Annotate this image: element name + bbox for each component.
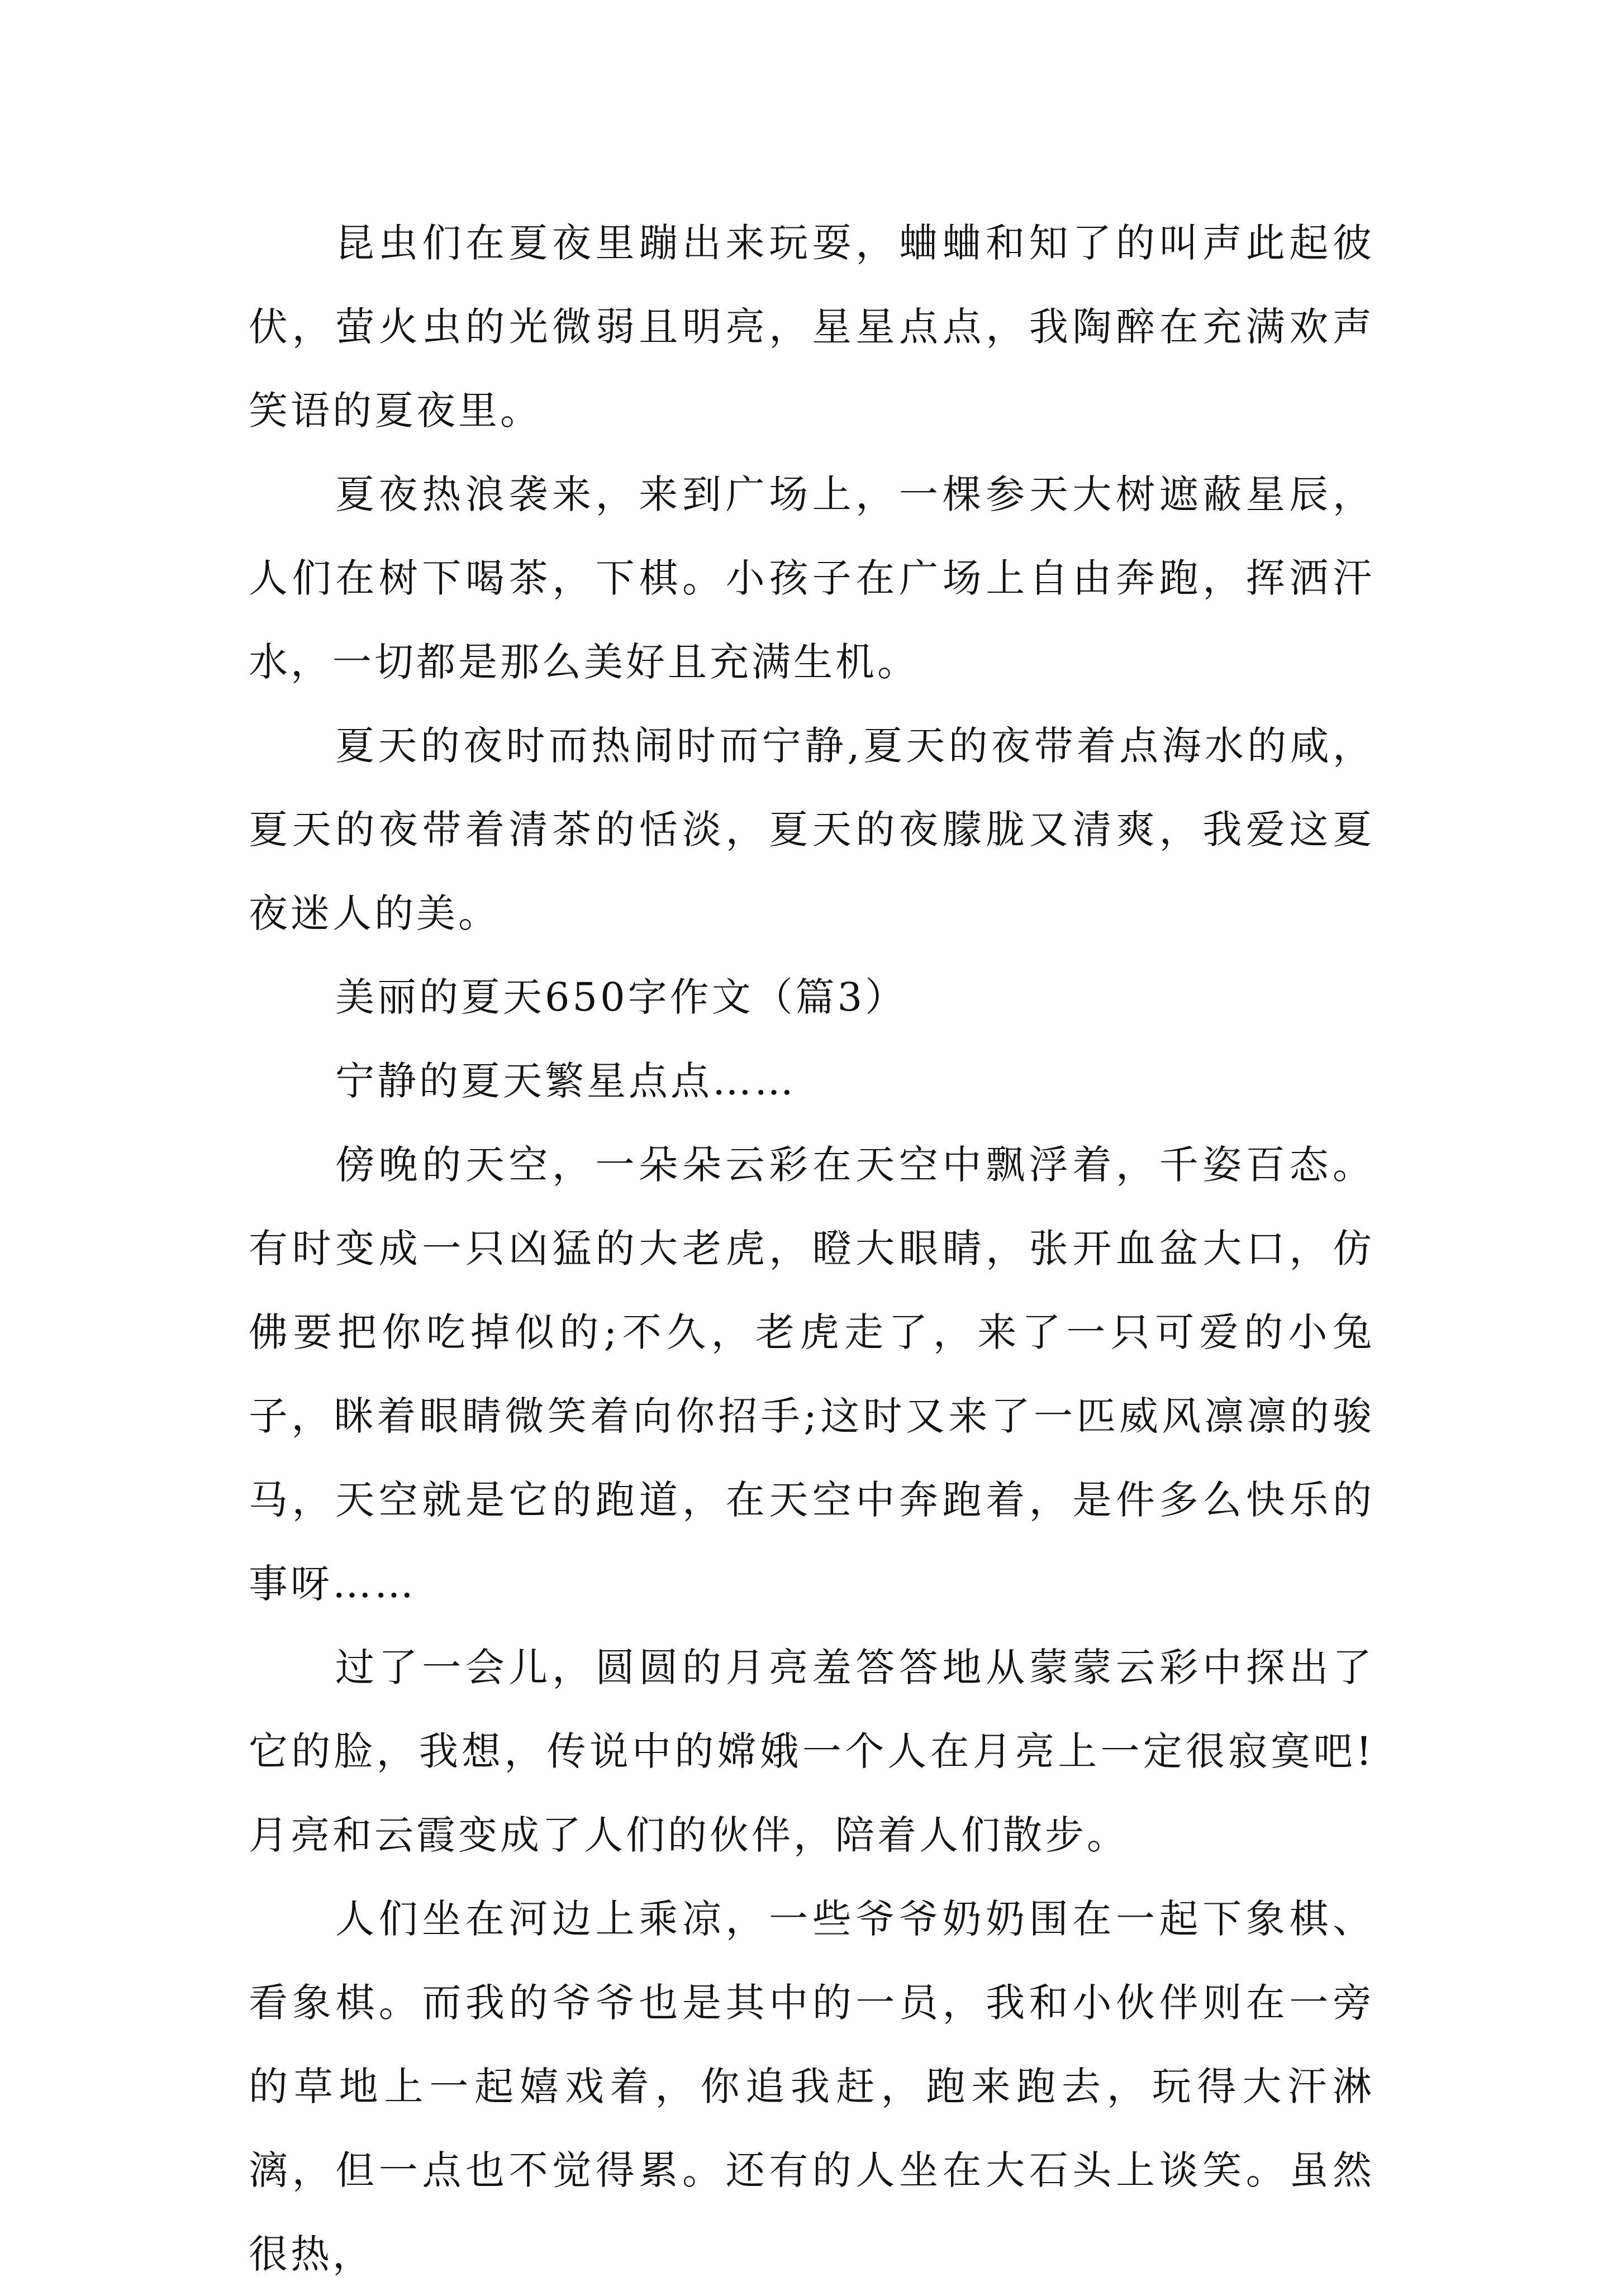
paragraph-6: 人们坐在河边上乘凉，一些爷爷奶奶围在一起下象棋、看象棋。而我的爷爷也是其中的一员，我和小伙伴则在一旁的草地上一起嬉戏着，你追我赶，跑来跑去，玩得大汗淋漓，但一点也不觉得累。还有的人坐在大石头上谈笑。虽然很热， [249, 1896, 1375, 2277]
paragraph-5: 过了一会儿，圆圆的月亮羞答答地从蒙蒙云彩中探出了它的脸，我想，传说中的嫦娥一个人在月亮上一定很寂寞吧!月亮和云霞变成了人们的伙伴，陪着人们散步。 [249, 1645, 1375, 1858]
paragraph-4: 傍晚的天空，一朵朵云彩在天空中飘浮着，千姿百态。有时变成一只凶猛的大老虎，瞪大眼睛，张开血盆大口，仿佛要把你吃掉似的;不久，老虎走了，来了一只可爱的小兔子，眯着眼睛微笑着向你招手;这时又来了一匹威风凛凛的骏马，天空就是它的跑道，在天空中奔跑着，是件多么快乐的事呀…… [249, 1142, 1375, 1607]
section-heading: 美丽的夏天650字作文（篇3） [335, 974, 907, 1020]
section-subtitle: 宁静的夏天繁星点点…… [335, 1058, 796, 1104]
document-body [249, 201, 1375, 2296]
paragraph-3: 夏天的夜时而热闹时而宁静,夏天的夜带着点海水的咸，夏天的夜带着清茶的恬淡，夏天的夜朦胧又清爽，我爱这夏夜迷人的美。 [249, 723, 1375, 936]
paragraph-1: 昆虫们在夏夜里蹦出来玩耍，蛐蛐和知了的叫声此起彼伏，萤火虫的光微弱且明亮，星星点点，我陶醉在充满欢声笑语的夏夜里。 [249, 220, 1375, 434]
paragraph-2: 夏夜热浪袭来，来到广场上，一棵参天大树遮蔽星辰，人们在树下喝茶，下棋。小孩子在广场上自由奔跑，挥洒汗水，一切都是那么美好且充满生机。 [249, 471, 1375, 685]
